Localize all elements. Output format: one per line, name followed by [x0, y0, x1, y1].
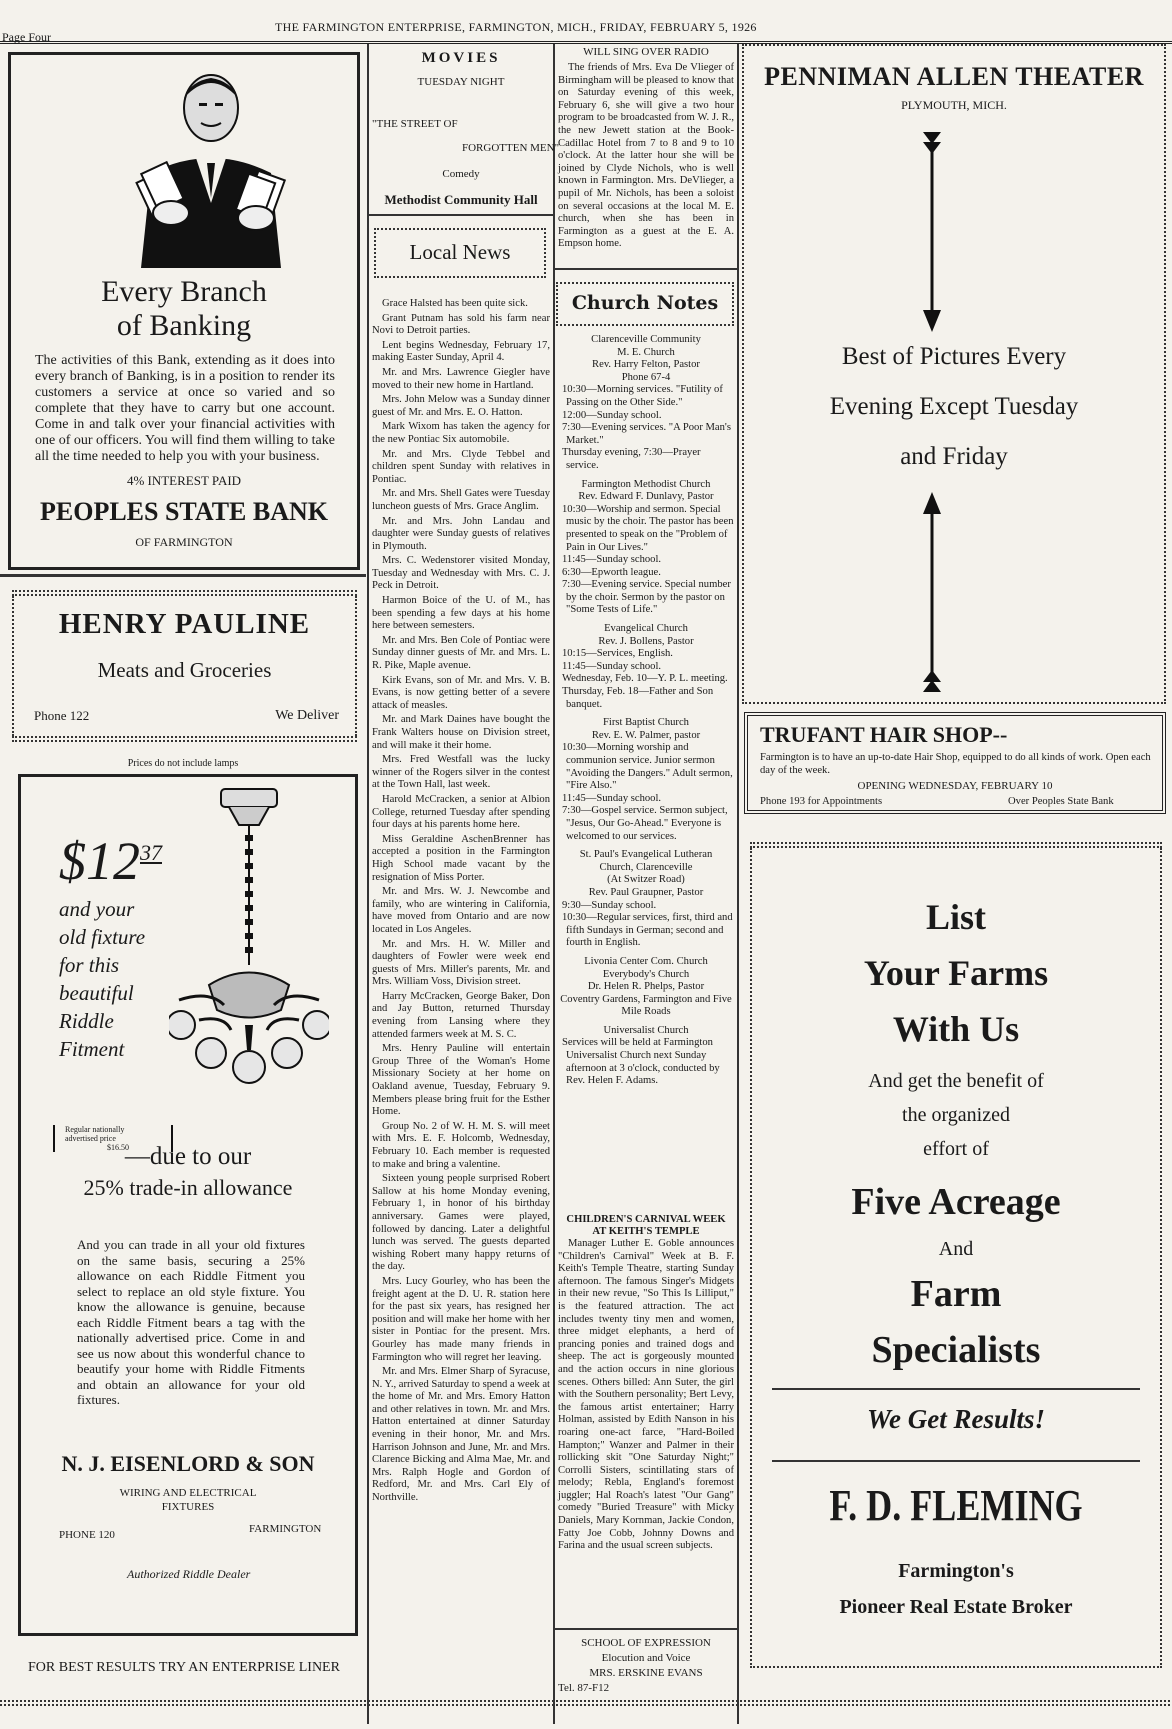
fleming-line-9: Farm	[910, 1273, 1002, 1315]
church-heading: St. Paul's Evangelical Lutheran	[579, 849, 713, 861]
news-item: Sixteen young people surprised Robert Sallow at his home Monday evening, February 1, in honor of his birthday anniversary. Games were played, followed by dancing. Later a delightful lunch was served. The guests departed wishing Robert many happy returns of the day.	[372, 1173, 550, 1273]
riddle-reg-2: advertised price	[65, 1134, 116, 1143]
bank-ad	[8, 52, 360, 570]
news-item: Mr. and Mrs. Elmer Sharp of Syracuse, N. Y., arrived Saturday to spend a week at the home of Mr. and Mrs. Emory Hatton and other relatives in town. Mr. and Mrs. Hatton entertained at dinner Saturday evening in their honor, Mr. and Mrs. Harrison Johnson and June, Mr. and Mrs. Clarence Bicking and Alma Mae, Mr. and Mrs. Ralph Hogle and Gordon of Redford, Mr. and Mrs. Carl Ely of Northville.	[372, 1366, 550, 1504]
church-entry	[558, 849, 734, 950]
riddle-phone: PHONE 120	[59, 1529, 115, 1541]
column-rule-1	[367, 44, 369, 1724]
fleming-line-6: effort of	[923, 1138, 989, 1160]
theater-line-3: and Friday	[900, 443, 1008, 470]
fleming-results: We Get Results!	[866, 1404, 1045, 1434]
church-heading: Everybody's Church	[602, 968, 690, 980]
church-heading: Clarenceville Community	[591, 334, 701, 345]
church-line: 12:00—Sunday school.	[562, 409, 662, 421]
local-news-box	[374, 228, 546, 278]
church-heading: M. E. Church	[617, 346, 675, 358]
movies-night: TUESDAY NIGHT	[417, 76, 505, 88]
bank-headline-1: Every Branch	[101, 275, 267, 308]
hair-opening: OPENING WEDNESDAY, FEBRUARY 10	[857, 780, 1053, 792]
riddle-reg-1: Regular nationally	[65, 1125, 125, 1134]
pauline-line: Meats and Groceries	[97, 658, 272, 682]
news-item: Mr. and Mrs. W. J. Newcombe and family, who are wintering in California, have moved from Ontario and are now located in Los Angeles.	[372, 886, 550, 935]
riddle-price-dollar: $12	[59, 831, 140, 891]
expression-ad	[558, 1636, 734, 1696]
theater-name: PENNIMAN ALLEN THEATER	[764, 62, 1144, 91]
church-line: 11:45—Sunday school.	[562, 554, 662, 566]
riddle-price	[59, 825, 162, 889]
news-item: Harmon Boice of the U. of M., has been spending a few days at his home here between semesters.	[372, 595, 550, 632]
riddle-sub-2: FIXTURES	[161, 1501, 215, 1513]
news-item: Mrs. Henry Pauline will entertain Group Three of the Woman's Home Missionary Society at her home on Oakland avenue, Tuesday, February 9. Members please bring fruit for the Esther Home.	[372, 1043, 550, 1118]
church-entry	[558, 334, 734, 473]
chandelier-icon	[169, 785, 329, 1095]
theater-line-1: Best of Pictures Every	[841, 343, 1067, 370]
column-rule-3	[737, 44, 739, 1724]
church-heading: First Baptist Church	[603, 717, 689, 729]
riddle-note: Prices do not include lamps	[127, 758, 239, 769]
news-item: Mr. and Mrs. H. W. Miller and daughters of Fowler were week end guests of Mrs. Miller's parents, Mr. and Mrs. William Voss, Division street.	[372, 938, 550, 988]
hair-body: Farmington is to have an up-to-date Hair Shop, equipped to do all kinds of work. Open each day of the week.	[760, 752, 1151, 776]
rule-under-radio	[554, 268, 737, 270]
hair-ad	[744, 712, 1166, 814]
church-line: 6:30—Epworth league.	[562, 566, 661, 578]
movies-comedy: Comedy	[442, 168, 480, 180]
riddle-line: and your	[59, 897, 135, 921]
church-entry	[558, 1025, 734, 1088]
church-line: 9:30—Sunday school.	[562, 899, 657, 911]
church-heading: Rev. Edward F. Dunlavy, Pastor	[578, 491, 714, 503]
news-item: Mark Wixom has taken the agency for the new Pontiac Six automobile.	[372, 421, 550, 445]
theater-ad	[742, 44, 1166, 704]
fleming-rule-1	[772, 1388, 1140, 1390]
movies-film-1: "THE STREET OF	[372, 118, 458, 130]
movies-venue: Methodist Community Hall	[384, 192, 538, 207]
news-item: Grant Putnam has sold his farm near Novi to Detroit parties.	[372, 312, 550, 337]
pauline-ad	[12, 596, 357, 736]
church-line: 7:30—Evening service. Special number by the choir. Sermon by the pastor on "Some Tests of Life."	[562, 579, 731, 616]
fleming-line-2: Your Farms	[863, 953, 1049, 993]
church-entry	[558, 717, 734, 843]
expression-phone: Tel. 87-F12	[558, 1682, 610, 1694]
riddle-town: FARMINGTON	[249, 1523, 322, 1535]
church-line: 10:30—Regular services, first, third and fifth Sundays in German; second and fourth in English.	[562, 912, 733, 949]
fleming-line-3: With Us	[892, 1009, 1020, 1049]
page-label: Page Four	[2, 30, 51, 44]
news-item: Mr. and Mark Daines have bought the Frank Walters house on Division street, and will make it their home.	[372, 714, 550, 751]
carnival-title-2: AT KEITH'S TEMPLE	[592, 1226, 700, 1237]
church-line: Thursday, Feb. 18—Father and Son banquet.	[562, 686, 714, 710]
bank-name: PEOPLES STATE BANK	[40, 497, 328, 526]
news-item: Lent begins Wednesday, February 17, making Easter Sunday, April 4.	[372, 339, 550, 364]
church-heading: Church, Clarenceville	[599, 861, 693, 873]
news-item: Mr. and Mrs. Ben Cole of Pontiac were Sunday dinner guests of Mr. and Mrs. L. R. Pike, Maple avenue.	[372, 634, 550, 672]
church-line: 7:30—Gospel service. Sermon subject, "Jesus, Our Go-Ahead." Everyone is welcomed to our services.	[562, 805, 728, 842]
bank-body: The activities of this Bank, extending as it does into every branch of Banking, is in a position to render its customers a service at once so varied and so complete that they have to carry but one account. Come in and talk over your financial activities with one of our officers. You will find them willing to take all the time needed to help you with your business.	[35, 353, 335, 464]
carnival-article	[558, 1214, 734, 1553]
church-heading: Universalist Church	[603, 1024, 689, 1036]
pauline-name: HENRY PAULINE	[58, 608, 311, 640]
riddle-line: Fitment	[59, 1037, 125, 1061]
church-notes-title: Church Notes	[571, 292, 719, 314]
church-entry	[558, 956, 734, 1019]
church-heading: Dr. Helen R. Phelps, Pastor	[587, 981, 705, 993]
riddle-body: And you can trade in all your old fixtures on the same basis, securing a 25% allowance on each Riddle Fitment you select to replace an old style fixture. You know the allowance is genuine, because each Riddle Fitment bears a tag with the nationally advertised price. Come in and see us now about this wonderful chance to beautify your home with Riddle Fitments and obtain an allowance for your old fixtures.	[77, 1237, 305, 1407]
news-item: Mr. and Mrs. Clyde Tebbel and children spent Sunday with relatives in Pontiac.	[372, 448, 550, 485]
church-heading: Rev. Paul Graupner, Pastor	[588, 886, 704, 898]
theater-line-2: Evening Except Tuesday	[829, 393, 1079, 420]
news-item: Miss Geraldine AschenBrenner has accepted a position in the Farmington High School made vacant by the resignation of Miss Porter.	[372, 833, 550, 883]
riddle-line: beautiful	[59, 981, 134, 1005]
rule-under-bank	[0, 574, 366, 577]
news-item: Mrs. C. Wedenstorer visited Monday, Tuesday and Wednesday with Mrs. C. J. Peck in Detroit.	[372, 555, 550, 592]
church-line: 10:30—Morning worship and communion service. Junior sermon "Avoiding the Dangers." Adult sermon, "Fire Also."	[562, 742, 733, 792]
riddle-due-1: —due to our	[124, 1143, 252, 1170]
carnival-title-1: CHILDREN'S CARNIVAL WEEK	[566, 1214, 726, 1225]
church-entry	[558, 479, 734, 618]
fleming-line-4: And get the benefit of	[868, 1070, 1044, 1092]
expression-line-1: SCHOOL OF EXPRESSION	[581, 1637, 711, 1649]
church-heading: Livonia Center Com. Church	[584, 955, 708, 967]
church-line: 10:30—Morning services. "Futility of Passing on the Other Side."	[562, 384, 723, 408]
column-rule-2	[553, 44, 555, 1724]
news-item: Mr. and Mrs. Lawrence Giegler have moved to their new home in Hartland.	[372, 366, 550, 391]
news-item: Mr. and Mrs. John Landau and daughter were Sunday guests of relatives in Plymouth.	[372, 515, 550, 552]
hair-name: TRUFANT HAIR SHOP--	[760, 722, 1008, 747]
church-notes-column	[558, 334, 734, 1094]
fleming-line-1: List	[925, 897, 986, 937]
theater-place: PLYMOUTH, MICH.	[901, 98, 1007, 112]
church-heading: Phone 67-4	[621, 371, 671, 383]
church-heading: (At Switzer Road)	[607, 874, 685, 886]
bank-interest: 4% INTEREST PAID	[126, 473, 242, 488]
radio-body: The friends of Mrs. Eva De Vlieger of Birmingham will be pleased to know that on Saturday evening of this week, February 6, she will give a two hour program to be broadcasted from W. J. R., the new Jewett station at the Book-Cadillac Hotel from 7 to 8 and 9 to 10 o'clock. At the latter hour she will be joined by Clyde Nichols, who is well known in Farmington. Mrs. DeVlieger, a pupil of Mr. Nichols, has been a soloist on several occasions at the local M. E. church, when she has been in Farmington as a guest at the E. A. Empson home.	[558, 62, 734, 250]
bottom-rule	[0, 1700, 1170, 1706]
riddle-sub-1: WIRING AND ELECTRICAL	[119, 1487, 257, 1499]
church-notes-box	[556, 282, 734, 326]
movies-film-2: FORGOTTEN MEN"	[462, 142, 560, 154]
expression-line-3: MRS. ERSKINE EVANS	[589, 1667, 703, 1679]
news-item: Mrs. Lucy Gourley, who has been the freight agent at the D. U. R. station here for the past six years, has resigned her position and will make her home with her sister in Pontiac for the present. Mrs. Gourley has made many friends in Farmington who will regret her leaving.	[372, 1275, 550, 1363]
church-heading: Rev. J. Bollens, Pastor	[598, 635, 694, 647]
local-news-title: Local News	[409, 240, 511, 264]
pauline-deliver: We Deliver	[275, 708, 339, 723]
movies-title: MOVIES	[421, 50, 501, 66]
news-item: Mrs. Fred Westfall was the lucky winner of the Rogers silver in the contest at the Town Hall, last week.	[372, 754, 550, 791]
fleming-sub-1: Farmington's	[898, 1560, 1014, 1582]
radio-title: WILL SING OVER RADIO	[583, 46, 709, 58]
church-line: Services will be held at Farmington Universalist Church next Sunday afternoon at 3 o'clock, conducted by Rev. Helen F. Adams.	[562, 1037, 720, 1087]
carnival-body: Manager Luther E. Goble announces "Children's Carnival" Week at B. F. Keith's Temple Theatre, starting Sunday afternoon. The famous Singer's Midgets in their new revue, "So This Is Lilliput," is the featured attraction. The act includes twenty tiny men and women, three midget elephants, a herd of prancing ponies and trained dogs and sheep. The act is gorgeously mounted and the action occurs in nine glorious scenes. Others billed: Ann Suter, the girl with the Southern personality; Bert Levy, the famous artist entertainer; Harry Holman, assisted by Edith Nanson in his roaring one-act farce, "Hard-Boiled Hampton;" Wanzer and Palmer in their rollicking skit "One Saturday Night;" Corrolli Sisters, scintillating stars of melody; Rebla, England's foremost juggler; Hal Roach's latest "Our Gang" comedy "Buried Treasure" with Micky Daniels, Mary Kornman, Jackie Condon, Fatty Joe Cobb, Johnny Downs and Farina and the usual screen subjects.	[558, 1238, 734, 1552]
bank-place: OF FARMINGTON	[135, 535, 233, 549]
pauline-phone: Phone 122	[34, 708, 90, 723]
rule-above-expression	[554, 1628, 737, 1630]
church-line: 10:30—Worship and sermon. Special music by the choir. The pastor has been presented to speak on the "Problem of Pain in Our Lives."	[562, 503, 734, 553]
riddle-due-2: 25% trade-in allowance	[83, 1175, 293, 1200]
fleming-sub-2: Pioneer Real Estate Broker	[839, 1596, 1073, 1618]
news-item: Harry McCracken, George Baker, Don and Jay Button, returned Thursday evening from Lansing where they attended farmers week at M. S. C.	[372, 990, 550, 1040]
expression-line-2: Elocution and Voice	[601, 1652, 691, 1664]
local-news-column	[372, 298, 550, 1507]
fleming-line-5: the organized	[902, 1104, 1010, 1126]
pauline-border-bottom	[12, 736, 357, 742]
hair-phone: Phone 193 for Appointments	[760, 796, 883, 807]
news-item: Grace Halsted has been quite sick.	[382, 298, 528, 309]
church-line: 7:30—Evening services. "A Poor Man's Market."	[562, 422, 731, 446]
church-heading: Coventry Gardens, Farmington and Five Mile Roads	[560, 993, 732, 1018]
news-item: Harold McCracken, a senior at Albion College, returned Tuesday after spending four days at his parents home here.	[372, 793, 550, 831]
church-heading: Evangelical Church	[604, 623, 688, 635]
banker-illustration-icon	[111, 63, 311, 268]
news-item: Kirk Evans, son of Mr. and Mrs. V. B. Evans, is now getting better of a severe attack of measles.	[372, 674, 550, 711]
news-item: Group No. 2 of W. H. M. S. will meet with Mrs. E. F. Holcomb, Wednesday, February 10. Each member is requested to make and bring a valentine.	[372, 1120, 550, 1170]
riddle-authorized: Authorized Riddle Dealer	[127, 1567, 251, 1581]
church-heading: Rev. Harry Felton, Pastor	[592, 359, 700, 371]
church-line: 11:45—Sunday school.	[562, 660, 662, 672]
news-item: Mrs. John Melow was a Sunday dinner guest of Mr. and Mrs. E. O. Hatton.	[372, 394, 550, 418]
hair-location: Over Peoples State Bank	[1008, 796, 1114, 807]
fleming-name: F. D. FLEMING	[829, 1481, 1083, 1530]
church-line: 11:45—Sunday school.	[562, 792, 662, 804]
riddle-line: old fixture	[59, 925, 146, 949]
church-heading: Rev. E. W. Palmer, pastor	[591, 729, 701, 741]
bank-headline-2: of Banking	[116, 309, 252, 342]
riddle-line: for this	[59, 953, 120, 977]
arrow-down-icon	[917, 132, 947, 332]
church-heading: Farmington Methodist Church	[581, 478, 711, 490]
church-line: 10:15—Services, English.	[562, 648, 673, 660]
arrow-up-icon	[917, 492, 947, 692]
fleming-ad	[750, 848, 1162, 1668]
fleming-line-8: And	[938, 1238, 974, 1260]
fleming-line-10: Specialists	[871, 1329, 1041, 1371]
fleming-rule-2	[772, 1460, 1140, 1462]
church-line: Thursday evening, 7:30—Prayer service.	[562, 447, 701, 471]
news-item: Mr. and Mrs. Shell Gates were Tuesday luncheon guests of Mrs. Grace Anglim.	[372, 488, 550, 512]
riddle-dealer-name: N. J. EISENLORD & SON	[61, 1451, 315, 1476]
church-line: Wednesday, Feb. 10—Y. P. L. meeting.	[562, 673, 728, 685]
riddle-reg-3: $16.50	[107, 1143, 129, 1152]
radio-article	[558, 62, 734, 253]
masthead-title: THE FARMINGTON ENTERPRISE, FARMINGTON, MICH., FRIDAY, FEBRUARY 5, 1926	[275, 20, 757, 34]
fleming-line-7: Five Acreage	[851, 1181, 1061, 1223]
riddle-ad	[18, 774, 358, 1636]
riddle-line: Riddle	[59, 1009, 114, 1033]
masthead	[0, 20, 1172, 44]
riddle-price-cents: 37	[140, 840, 162, 865]
footer-liner: FOR BEST RESULTS TRY AN ENTERPRISE LINER	[28, 1660, 340, 1675]
church-entry	[558, 623, 734, 711]
rule-under-movies	[368, 214, 554, 216]
